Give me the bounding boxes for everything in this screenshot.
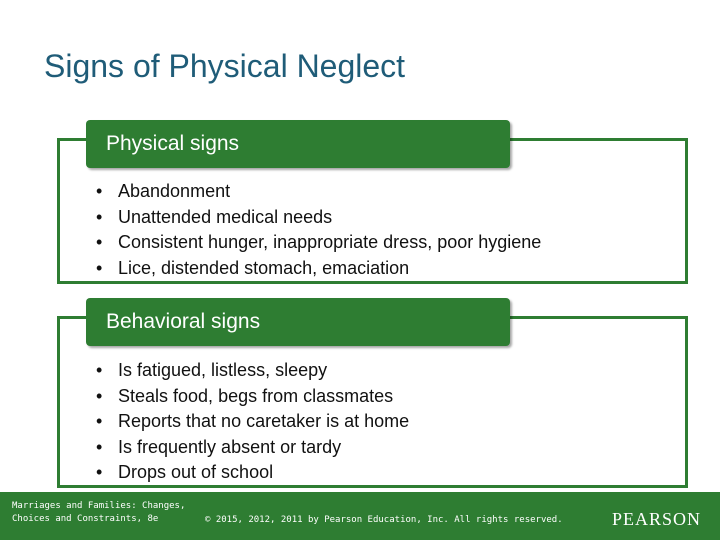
footer-copyright: © 2015, 2012, 2011 by Pearson Education, Inc. All rights reserved. — [205, 515, 563, 525]
slide-title: Signs of Physical Neglect — [44, 48, 406, 84]
behavioral-signs-heading: Behavioral signs — [86, 298, 510, 346]
pearson-logo: PEARSON — [612, 509, 702, 529]
footer-bar — [0, 492, 720, 540]
list-item-text: Reports that no caretaker is at home — [118, 411, 410, 431]
list-item-text: Is frequently absent or tardy — [118, 436, 342, 457]
list-item-text: Steals food, begs from classmates — [118, 385, 394, 406]
list-item-text: Consistent hunger, inappropriate dress, poor hygiene — [118, 232, 542, 252]
list-item — [96, 358, 409, 384]
list-item — [96, 435, 409, 461]
bullet-icon: • — [96, 257, 103, 278]
behavioral-signs-list — [96, 358, 409, 486]
bullet-icon: • — [96, 385, 103, 406]
list-item — [96, 230, 541, 256]
list-item-text: Drops out of school — [118, 462, 274, 482]
list-item-text: Unattended medical needs — [118, 206, 333, 227]
bullet-icon: • — [96, 360, 103, 380]
footer-book-line: Choices and Constraints, 8e — [12, 514, 159, 524]
list-item — [96, 409, 409, 435]
physical-signs-list — [96, 179, 541, 281]
bullet-icon: • — [96, 436, 103, 457]
list-item-text: Is fatigued, listless, sleepy — [118, 360, 328, 380]
list-item-text: Lice, distended stomach, emaciation — [118, 257, 410, 278]
bullet-icon: • — [96, 411, 103, 431]
list-item-text: Abandonment — [118, 181, 231, 201]
bullet-icon: • — [96, 462, 103, 482]
bullet-icon: • — [96, 181, 103, 201]
list-item — [96, 205, 541, 231]
bullet-icon: • — [96, 206, 103, 227]
footer-book-line: Marriages and Families: Changes, — [12, 501, 186, 511]
list-item — [96, 460, 409, 486]
bullet-icon: • — [96, 232, 103, 252]
list-item — [96, 256, 541, 282]
list-item — [96, 179, 541, 205]
footer-book-title — [12, 500, 200, 526]
list-item — [96, 384, 409, 410]
physical-signs-heading: Physical signs — [86, 120, 510, 168]
